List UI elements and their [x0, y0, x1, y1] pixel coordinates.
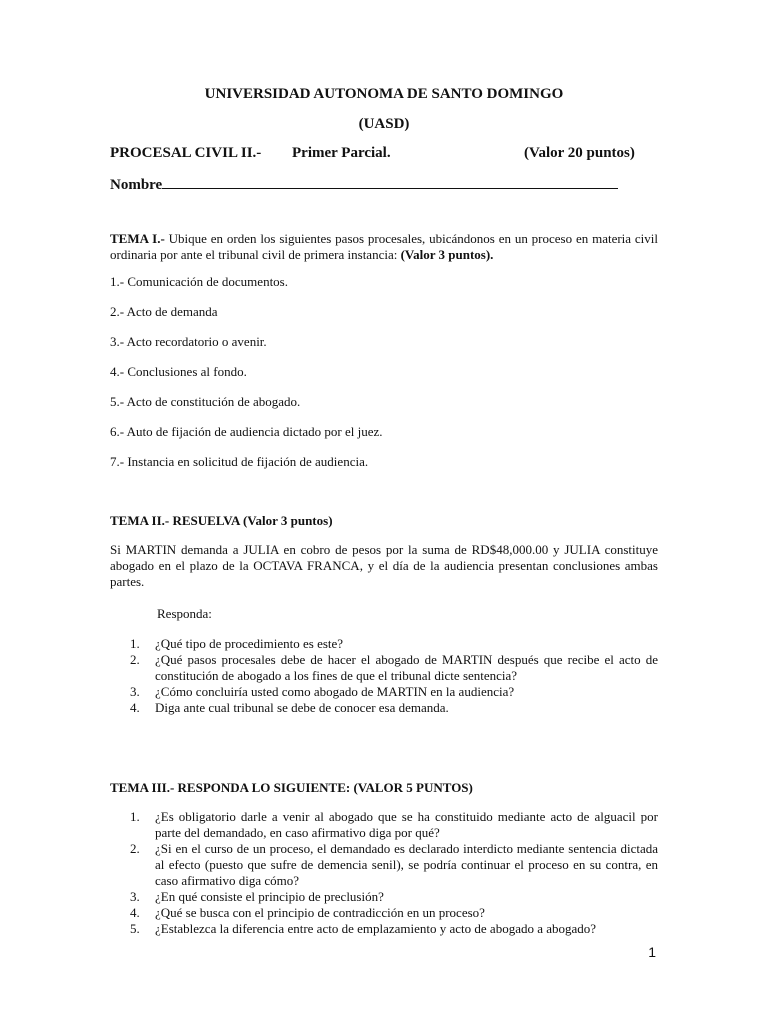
- tema1-item: 6.- Auto de fijación de audiencia dictado por el juez.: [110, 424, 383, 439]
- item-text: ¿En qué consiste el principio de preclusión?: [155, 889, 384, 904]
- tema2-text: Si MARTIN demanda a JULIA en cobro de pesos por la suma de RD$48,000.00 y JULIA constituye abogado en el plazo de la OCTAVA FRANCA, y el día de la audiencia presentan conclusiones ambas partes.: [110, 542, 658, 589]
- tema1-item: 2.- Acto de demanda: [110, 304, 218, 319]
- list-item: [130, 652, 658, 684]
- list-item: [130, 905, 658, 921]
- item-text: ¿Si en el curso de un proceso, el demandado es declarado interdicto mediante sentencia dictada al efecto (puesto que sufre de demencia senil), se podría continuar el proceso en su contra, en caso afirmativo diga cómo?: [155, 841, 658, 888]
- tema3-title: TEMA III.- RESPONDA LO SIGUIENTE: (VALOR 5 PUNTOS): [110, 780, 473, 795]
- item-text: Diga ante cual tribunal se debe de conocer esa demanda.: [155, 700, 449, 715]
- university-acronym: (UASD): [358, 116, 410, 132]
- name-line: [110, 174, 618, 194]
- exam-value: (Valor 20 puntos): [524, 145, 635, 161]
- list-item: [130, 809, 658, 841]
- exam-type: Primer Parcial.: [292, 145, 391, 161]
- item-number: 1.: [130, 809, 140, 824]
- university-title: UNIVERSIDAD AUTONOMA DE SANTO DOMINGO: [204, 86, 564, 102]
- item-number: 5.: [130, 921, 140, 936]
- tema1-title: TEMA I.-: [110, 231, 165, 246]
- item-text: ¿Cómo concluiría usted como abogado de MARTIN en la audiencia?: [155, 684, 515, 699]
- item-number: 4.: [130, 700, 140, 715]
- item-number: 1.: [130, 636, 140, 651]
- name-label: Nombre: [110, 177, 163, 193]
- tema1-item: 3.- Acto recordatorio o avenir.: [110, 334, 267, 349]
- tema2-prompt: Responda:: [157, 606, 212, 621]
- tema2-question-list: [130, 636, 658, 716]
- item-number: 2.: [130, 652, 140, 667]
- list-item: [130, 889, 658, 905]
- item-number: 4.: [130, 905, 140, 920]
- course-title: PROCESAL CIVIL II.-: [110, 145, 262, 161]
- list-item: [130, 841, 658, 889]
- item-number: 2.: [130, 841, 140, 856]
- tema1-text: Ubique en orden los siguientes pasos procesales, ubicándonos en un proceso en materia civil ordinaria por ante el tribunal civil de primera instancia:: [110, 231, 659, 262]
- name-underline: [162, 174, 618, 189]
- tema1-item: 7.- Instancia en solicitud de fijación de audiencia.: [110, 454, 369, 469]
- item-text: ¿Qué pasos procesales debe de hacer el abogado de MARTIN después que recibe el acto de constitución de abogado a los fines de que el tribunal dicte sentencia?: [155, 652, 658, 683]
- item-number: 3.: [130, 684, 140, 699]
- page-number: 1: [648, 944, 656, 960]
- tema1-item: 5.- Acto de constitución de abogado.: [110, 394, 301, 409]
- list-item: [130, 921, 658, 937]
- item-text: ¿Establezca la diferencia entre acto de emplazamiento y acto de abogado a abogado?: [155, 921, 597, 936]
- tema1-item: 4.- Conclusiones al fondo.: [110, 364, 247, 379]
- tema1-intro: [110, 231, 658, 263]
- item-text: ¿Es obligatorio darle a venir al abogado que se ha constituido mediante acto de alguacil por parte del demandado, en caso afirmativo diga por qué?: [155, 809, 658, 840]
- item-number: 3.: [130, 889, 140, 904]
- tema2-title: TEMA II.- RESUELVA (Valor 3 puntos): [110, 513, 333, 528]
- item-text: ¿Qué se busca con el principio de contradicción en un proceso?: [155, 905, 485, 920]
- item-text: ¿Qué tipo de procedimiento es este?: [155, 636, 344, 651]
- list-item: [130, 700, 658, 716]
- tema1-value: (Valor 3 puntos).: [400, 247, 494, 262]
- list-item: [130, 684, 658, 700]
- list-item: [130, 636, 658, 652]
- tema1-item: 1.- Comunicación de documentos.: [110, 274, 288, 289]
- tema3-question-list: [130, 809, 658, 937]
